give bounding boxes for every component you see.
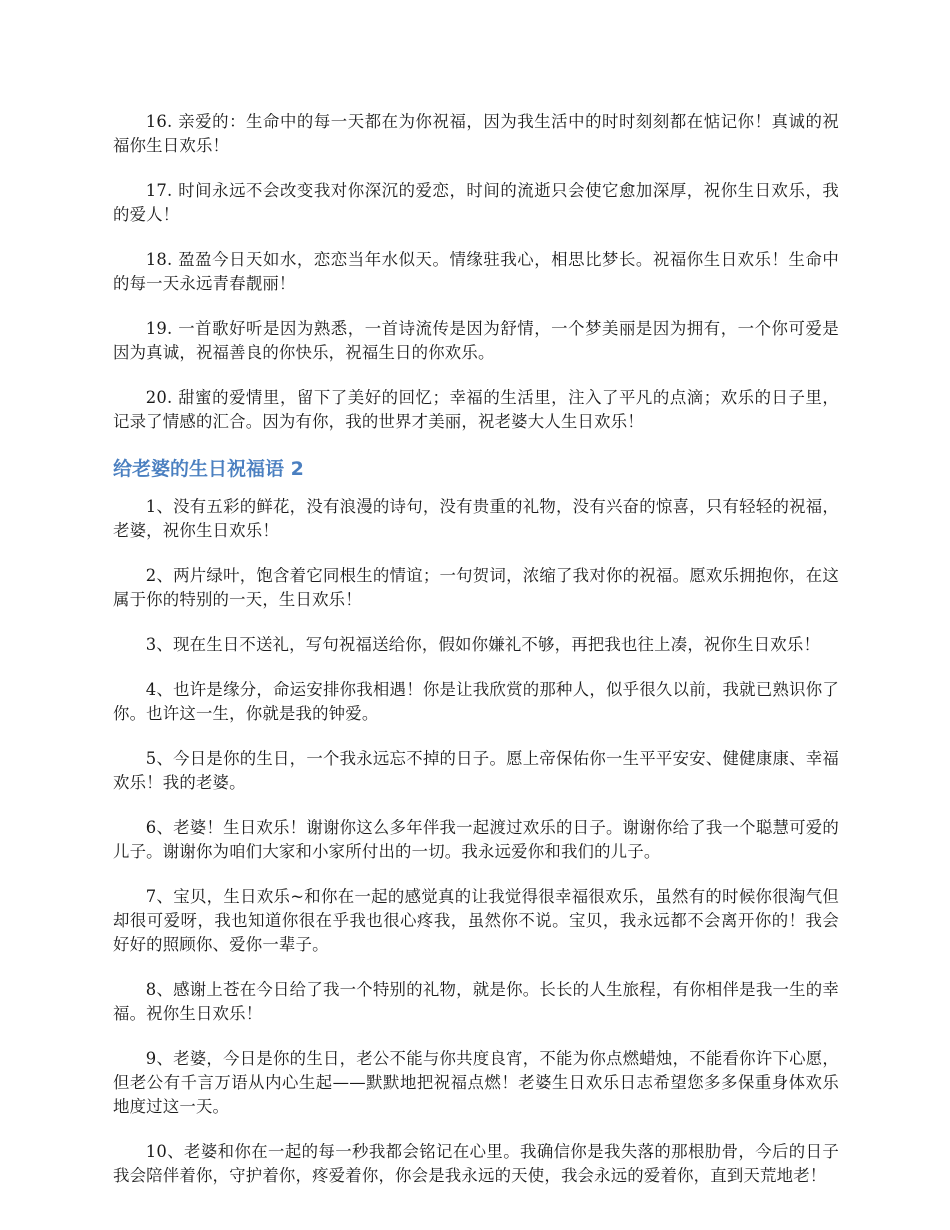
paragraph-18: 18. 盈盈今日天如水，恋恋当年水似天。情缘驻我心，相思比梦长。祝福你生日欢乐！生命中的每一天永远青春靓丽！: [113, 250, 839, 293]
wish-9: 9、老婆，今日是你的生日，老公不能与你共度良宵，不能为你点燃蜡烛，不能看你许下心愿，但老公有千言万语从内心生起——默默地把祝福点燃！老婆生日欢乐日志希望您多多保重身体欢乐地度过这一天。: [113, 1049, 839, 1116]
wish-1: 1、没有五彩的鲜花，没有浪漫的诗句，没有贵重的礼物，没有兴奋的惊喜，只有轻轻的祝福，老婆，祝你生日欢乐！: [113, 497, 839, 540]
wish-4: 4、也许是缘分，命运安排你我相遇！你是让我欣赏的那种人，似乎很久以前，我就已熟识你了你。也许这一生，你就是我的钟爱。: [113, 680, 839, 723]
paragraph-17: 17. 时间永远不会改变我对你深沉的爱恋，时间的流逝只会使它愈加深厚，祝你生日欢乐，我的爱人！: [113, 181, 839, 224]
paragraph-19: 19. 一首歌好听是因为熟悉，一首诗流传是因为舒情，一个梦美丽是因为拥有，一个你可爱是因为真诚，祝福善良的你快乐，祝福生日的你欢乐。: [113, 319, 839, 362]
document-page: [113, 110, 839, 1209]
wish-8: 8、感谢上苍在今日给了我一个特别的礼物，就是你。长长的人生旅程，有你相伴是我一生的幸福。祝你生日欢乐！: [113, 980, 839, 1023]
section-heading: 给老婆的生日祝福语 2: [113, 458, 304, 480]
paragraph-20: 20. 甜蜜的爱情里，留下了美好的回忆；幸福的生活里，注入了平凡的点滴；欢乐的日子里，记录了情感的汇合。因为有你，我的世界才美丽，祝老婆大人生日欢乐！: [113, 388, 839, 431]
wish-3: 3、现在生日不送礼，写句祝福送给你，假如你嫌礼不够，再把我也往上凑，祝你生日欢乐！: [145, 635, 821, 654]
wish-7: 7、宝贝，生日欢乐~和你在一起的感觉真的让我觉得很幸福很欢乐，虽然有的时候你很淘气但却很可爱呀，我也知道你很在乎我也很心疼我，虽然你不说。宝贝，我永远都不会离开你的！我会好好的照顾你、爱你一辈子。: [113, 887, 839, 954]
wish-10: 10、老婆和你在一起的每一秒我都会铭记在心里。我确信你是我失落的那根肋骨，今后的日子我会陪伴着你，守护着你，疼爱着你，你会是我永远的天使，我会永远的爱着你，直到天荒地老！: [113, 1142, 839, 1185]
paragraph-16: 16. 亲爱的：生命中的每一天都在为你祝福，因为我生活中的时时刻刻都在惦记你！真诚的祝福你生日欢乐！: [113, 112, 839, 155]
wish-6: 6、老婆！生日欢乐！谢谢你这么多年伴我一起渡过欢乐的日子。谢谢你给了我一个聪慧可爱的儿子。谢谢你为咱们大家和小家所付出的一切。我永远爱你和我们的儿子。: [113, 818, 839, 861]
wish-5: 5、今日是你的生日，一个我永远忘不掉的日子。愿上帝保佑你一生平平安安、健健康康、幸福欢乐！我的老婆。: [113, 749, 839, 792]
wish-2: 2、两片绿叶，饱含着它同根生的情谊；一句贺词，浓缩了我对你的祝福。愿欢乐拥抱你，在这属于你的特别的一天，生日欢乐！: [113, 566, 839, 609]
